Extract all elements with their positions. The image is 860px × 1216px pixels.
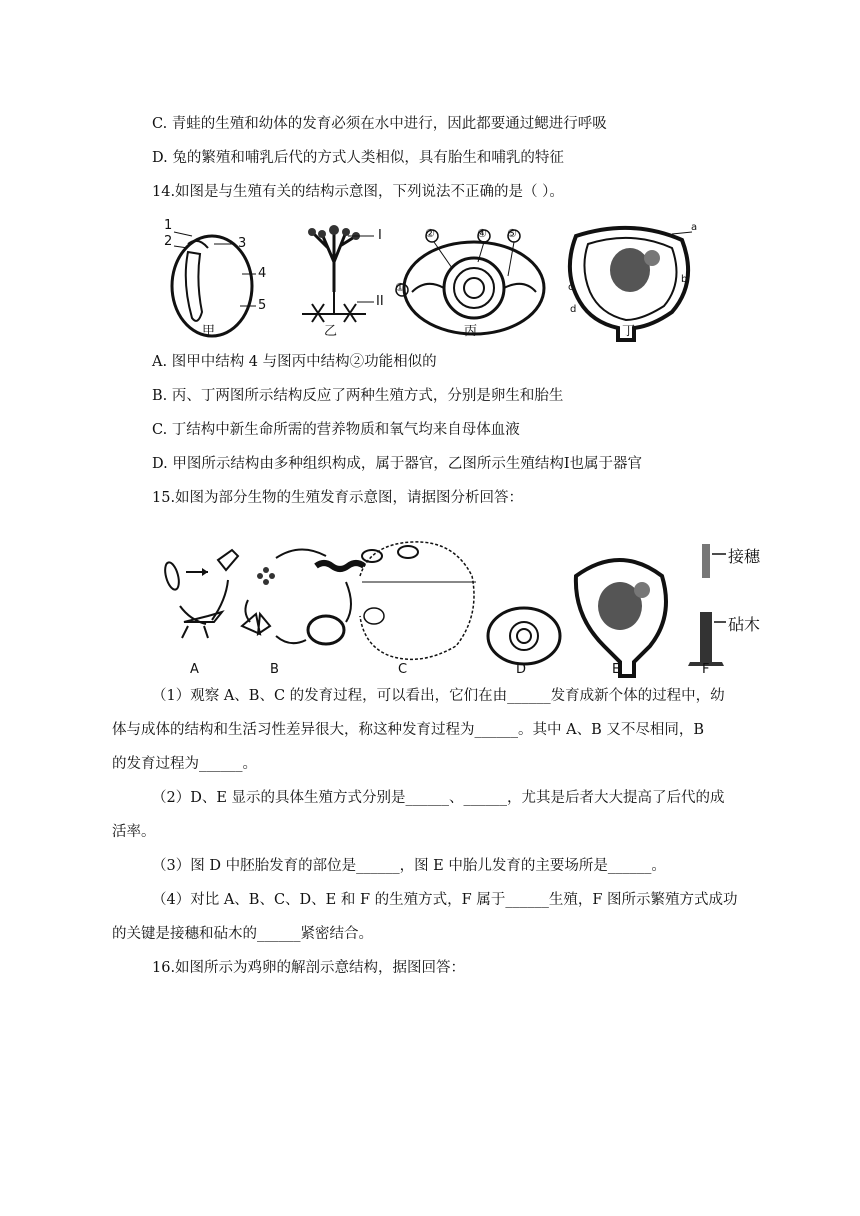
caption-c: C [398,662,408,677]
q16-stem: 16.如图所示为鸡卵的解剖示意结构，据图回答： [152,960,466,976]
label-scion: 接穗 [728,547,761,566]
label-yi-2: II [376,294,384,309]
q15-part1-line1: （1）观察 A、B、C 的发育过程，可以看出，它们在由______发育成新个体的过程中，幼 [152,688,725,704]
label-yi-1: I [378,228,382,243]
grafting-f [688,544,726,666]
q15-part2-line1: （2）D、E 显示的具体生殖方式分别是______、______，尤其是后者大大提高了后代的成 [152,790,725,806]
egg-diagram [396,230,544,334]
q14-option-c: C. 丁结构中新生命所需的营养物质和氧气均来自母体血液 [152,422,520,438]
caption-f: F [702,662,710,677]
label-ding-d: d [570,304,577,315]
q14-option-d: D. 甲图所示结构由多种组织构成，属于器官，乙图所示生殖结构Ⅰ也属于器官 [152,456,643,472]
mold-diagram [302,225,374,322]
label-bing-1: ① [395,281,405,294]
caption-d: D [516,662,527,677]
caption-a: A [190,662,199,677]
butterfly-cycle [242,549,364,644]
uterus-e [576,560,666,676]
grasshopper-cycle [163,550,238,638]
label-ding-b: b [681,274,688,285]
caption-ding: 丁 [622,324,636,339]
label-jia-3: 3 [238,236,247,251]
q14-figure [152,218,698,344]
q15-part4-line2: 的关键是接穗和砧木的______紧密结合。 [112,926,373,942]
q15-part4-line1: （4）对比 A、B、C、D、E 和 F 的生殖方式，F 属于______生殖，F 图所示繁殖方式成功 [152,892,738,908]
frog-cycle [360,542,476,659]
caption-bing: 丙 [464,324,478,339]
q15-stem: 15.如图为部分生物的生殖发育示意图，请据图分析回答： [152,490,524,506]
q15-figure [150,536,770,682]
q15-part3-line1: （3）图 D 中胚胎发育的部位是______，图 E 中胎儿发育的主要场所是______。 [152,858,666,874]
q15-part1-line3: 的发育过程为______。 [112,756,257,772]
label-jia-5: 5 [258,298,267,313]
caption-yi: 乙 [324,324,338,339]
q13-option-d: D. 兔的繁殖和哺乳后代的方式人类相似，具有胎生和哺乳的特征 [152,150,564,166]
q15-part1-line2: 体与成体的结构和生活习性差异很大，称这种发育过程为______。其中 A、B 又不尽相同，B [112,722,704,738]
label-rootstock: 砧木 [728,615,761,634]
label-jia-1: 1 [164,218,173,233]
label-bing-5: ⑤ [507,227,517,240]
q14-figure-drawing [152,222,697,344]
q14-option-a: A. 图甲中结构 4 与图丙中结构②功能相似的 [152,354,437,370]
label-jia-4: 4 [258,266,267,281]
q13-option-c: C. 青蛙的生殖和幼体的发育必须在水中进行，因此都要通过鳃进行呼吸 [152,116,607,132]
caption-b: B [270,662,279,677]
q14-option-b: B. 丙、丁两图所示结构反应了两种生殖方式，分别是卵生和胎生 [152,388,564,404]
caption-e: E [612,662,621,677]
label-bing-4: ④ [477,227,487,240]
q15-part2-line2: 活率。 [112,824,156,840]
label-bing-2: ② [425,227,435,240]
label-ding-a: a [691,222,698,233]
caption-jia: 甲 [202,324,216,339]
q14-stem: 14.如图是与生殖有关的结构示意图，下列说法不正确的是（ ）。 [152,184,564,200]
label-ding-c: c [568,282,574,293]
egg-d [488,608,560,664]
q15-figure-drawing [150,536,770,682]
label-jia-2: 2 [164,234,173,249]
